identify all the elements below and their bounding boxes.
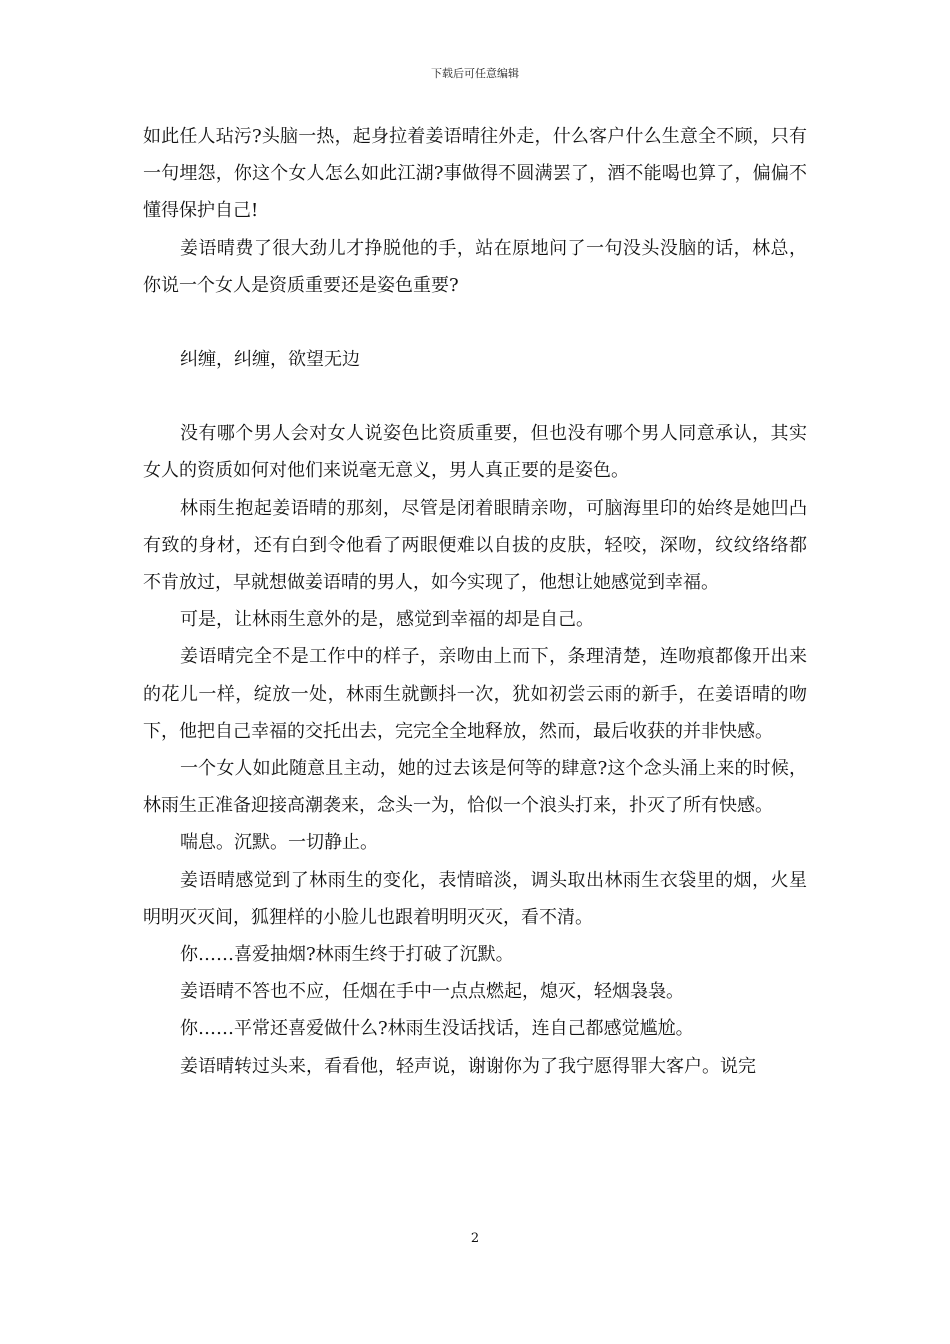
paragraph-8: 喘息。沉默。一切静止。: [180, 832, 378, 854]
blank-line: [143, 304, 807, 341]
paragraph-6: 姜语晴完全不是工作中的样子，亲吻由上而下，条理清楚，连吻痕都像开出来的花儿一样，绽放一处，林雨生就颤抖一次，犹如初尝云雨的新手，在姜语晴的吻下，他把自己幸福的交托出去，完完全全地释放，然而，最后收获的并非快感。: [143, 646, 807, 742]
paragraph-9: 姜语晴感觉到了林雨生的变化，表情暗淡，调头取出林雨生衣袋里的烟，火星明明灭灭间，狐狸样的小脸儿也跟着明明灭灭，看不清。: [143, 869, 807, 928]
paragraph-12: 你……平常还喜爱做什么?林雨生没话找话，连自己都感觉尴尬。: [180, 1018, 694, 1040]
page-header: 下载后可任意编辑: [431, 67, 519, 80]
section-heading: 纠缠，纠缠，欲望无边: [180, 349, 360, 371]
paragraph-4: 林雨生抱起姜语晴的那刻，尽管是闭着眼睛亲吻，可脑海里印的始终是她凹凸有致的身材，还有白到令他看了两眼便难以自拔的皮肤，轻咬，深吻，纹纹络络都不肯放过，早就想做姜语晴的男人，如今实现了，他想让她感觉到幸福。: [143, 497, 807, 594]
paragraph-11: 姜语晴不答也不应，任烟在手中一点点燃起，熄灭，轻烟袅袅。: [180, 981, 684, 1003]
paragraph-13: 姜语晴转过头来，看看他，轻声说，谢谢你为了我宁愿得罪大客户。说完: [180, 1055, 756, 1077]
paragraph-3: 没有哪个男人会对女人说姿色比资质重要，但也没有哪个男人同意承认，其实女人的资质如何对他们来说毫无意义，男人真正要的是姿色。: [143, 423, 807, 482]
document-body: [143, 118, 807, 1085]
paragraph-1: 如此任人玷污?头脑一热，起身拉着姜语晴往外走，什么客户什么生意全不顾，只有一句埋怨，你这个女人怎么如此江湖?事做得不圆满罢了，酒不能喝也算了，偏偏不懂得保护自己!: [143, 126, 807, 222]
paragraph-2: 姜语晴费了很大劲儿才挣脱他的手，站在原地问了一句没头没脑的话，林总，你说一个女人是资质重要还是姿色重要?: [143, 237, 807, 296]
page-number: 2: [470, 1231, 480, 1246]
blank-line: [143, 378, 807, 415]
paragraph-10: 你……喜爱抽烟?林雨生终于打破了沉默。: [180, 944, 514, 966]
paragraph-7: 一个女人如此随意且主动，她的过去该是何等的肆意?这个念头涌上来的时候，林雨生正准备迎接高潮袭来，念头一为，恰似一个浪头打来，扑灭了所有快感。: [143, 758, 807, 817]
paragraph-5: 可是，让林雨生意外的是，感觉到幸福的却是自己。: [180, 609, 594, 631]
